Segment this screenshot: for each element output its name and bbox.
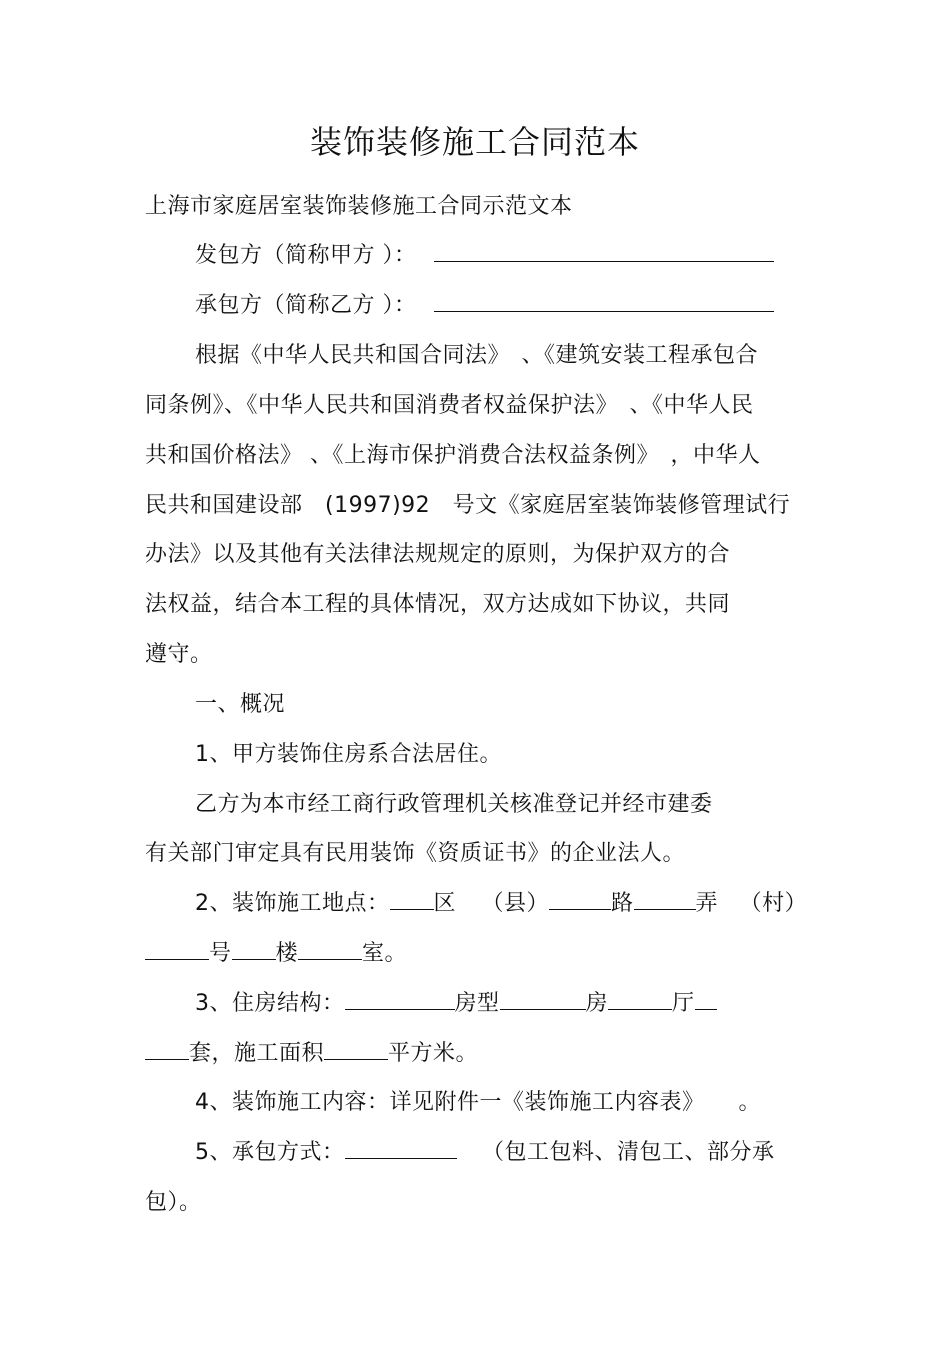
item-3-line-2	[145, 1039, 478, 1069]
party-b-line	[195, 291, 774, 321]
contract-mode-options: （包工包料、清包工、部分承	[482, 1140, 775, 1165]
item-2-prefix: 2、装饰施工地点：	[195, 891, 390, 916]
basis-line-4: 民共和国建设部 (1997)92 号文《家庭居室装饰装修管理试行	[145, 493, 791, 518]
district-blank	[390, 889, 434, 910]
room-label: 室。	[362, 941, 408, 966]
county-label: （县）	[481, 891, 550, 916]
halls-blank	[608, 989, 672, 1010]
road-label: 路	[611, 891, 634, 916]
basis-line-7: 遵守。	[145, 642, 213, 667]
party-b-blank	[434, 291, 774, 312]
number-blank	[145, 939, 209, 960]
party-a-blank	[434, 241, 774, 262]
item-3-line-1	[195, 989, 717, 1019]
party-a-line	[195, 241, 774, 271]
rooms-blank	[500, 989, 586, 1010]
item-5-prefix: 5、承包方式：	[195, 1140, 345, 1165]
party-b-label: 承包方（简称乙方 ）：	[195, 293, 417, 318]
district-label: 区	[433, 891, 457, 916]
item-2-line-1	[195, 889, 807, 919]
area-blank	[324, 1039, 388, 1060]
area-unit: 平方米。	[388, 1041, 479, 1066]
basis-line-3: 共和国价格法》 、《上海市保护消费合法权益条例》 ，中华人	[145, 443, 761, 468]
section-heading-overview: 一、概况	[195, 692, 286, 717]
halls-tail-blank	[695, 989, 717, 1010]
basis-line-1: 根据《中华人民共和国合同法》 、《建筑安装工程承包合	[195, 343, 759, 368]
item-3-prefix: 3、住房结构：	[195, 991, 345, 1016]
sets-blank	[145, 1039, 189, 1060]
item-5-line-1	[195, 1138, 775, 1168]
subtitle: 上海市家庭居室装饰装修施工合同示范文本	[145, 194, 573, 219]
basis-line-5: 办法》以及其他有关法律法规规定的原则，为保护双方的合	[145, 542, 731, 567]
basis-line-6: 法权益，结合本工程的具体情况，双方达成如下协议，共同	[145, 592, 731, 617]
building-label: 楼	[275, 941, 299, 966]
building-blank	[232, 939, 276, 960]
room-blank	[298, 939, 362, 960]
contract-mode-blank	[345, 1138, 457, 1159]
road-blank	[549, 889, 611, 910]
village-label: （村）	[739, 891, 808, 916]
lane-label: 弄	[695, 891, 719, 916]
rooms-label: 房	[585, 991, 609, 1016]
party-a-label: 发包方（简称甲方 ）：	[195, 243, 417, 268]
item-5-line-2: 包）。	[145, 1190, 202, 1215]
item-4: 4、装饰施工内容：详见附件一《装饰施工内容表》 。	[195, 1090, 761, 1115]
basis-line-2: 同条例》、《中华人民共和国消费者权益保护法》 、《中华人民	[145, 393, 754, 418]
item-1b-line-2: 有关部门审定具有民用装饰《资质证书》的企业法人。	[145, 841, 686, 866]
number-label: 号	[209, 941, 232, 966]
lane-blank	[634, 889, 696, 910]
item-1b-line-1: 乙方为本市经工商行政管理机关核准登记并经市建委	[195, 792, 713, 817]
document-title: 装饰装修施工合同范本	[309, 123, 640, 161]
type-label: 房型	[454, 991, 500, 1016]
item-2-line-2	[145, 939, 407, 969]
item-1: 1、甲方装饰住房系合法居住。	[195, 742, 502, 767]
sets-label: 套，施工面积	[189, 1041, 325, 1066]
halls-label: 厅	[672, 991, 695, 1016]
structure-blank	[345, 989, 455, 1010]
